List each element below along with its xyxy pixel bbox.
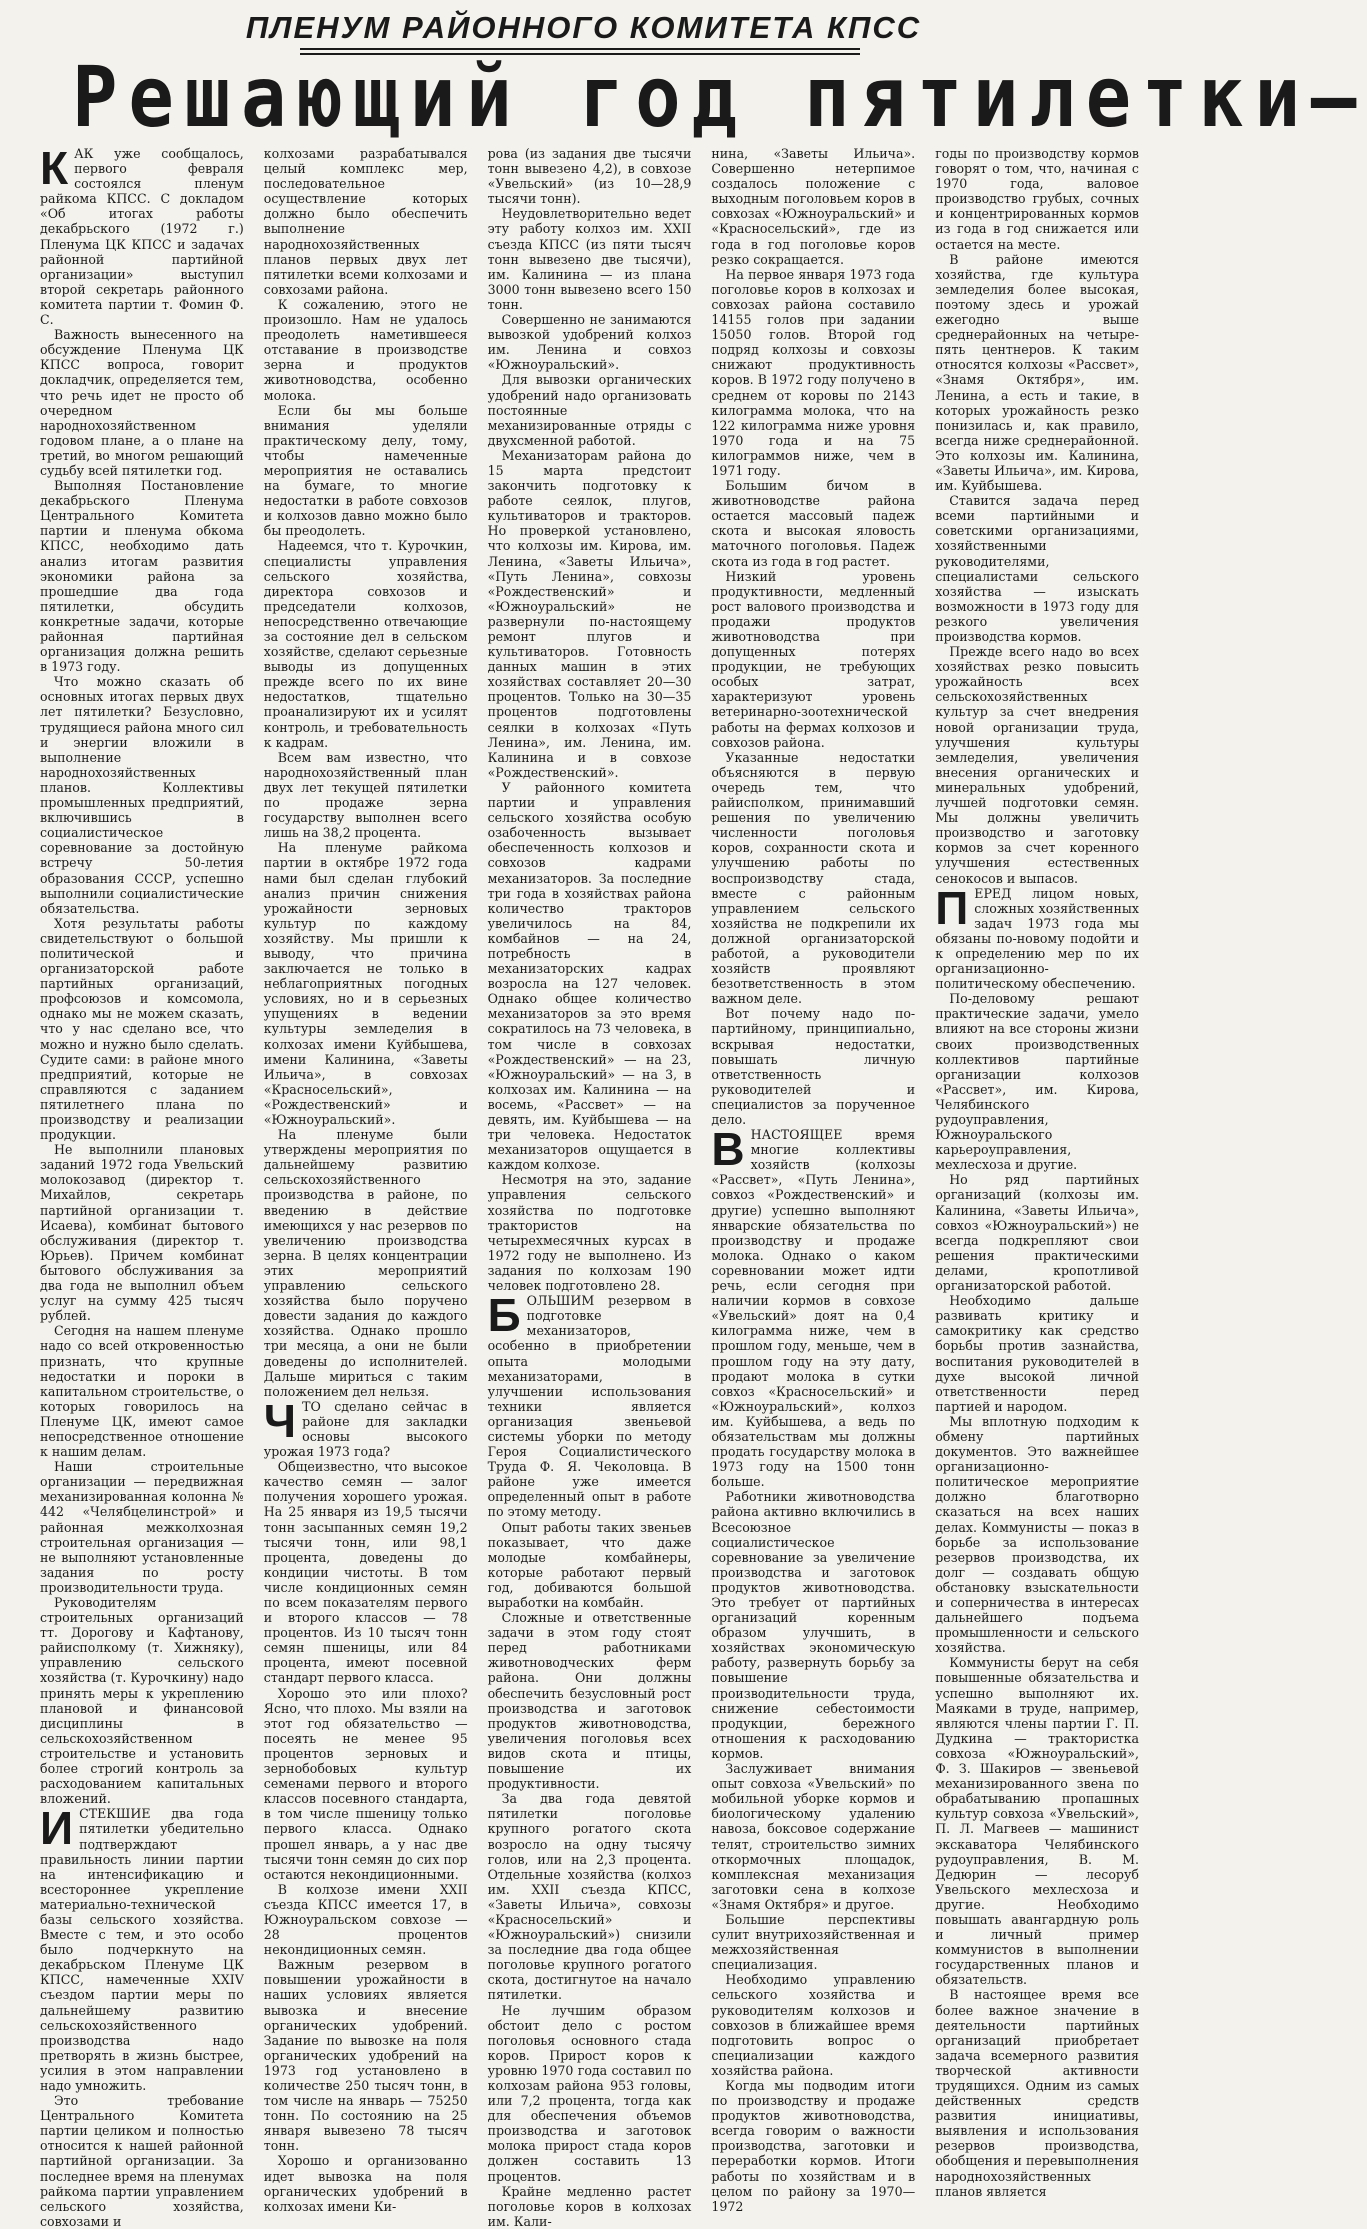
article-paragraph: На пленуме были утверждены мероприятия по дальнейшему развитию сельскохозяйственного производства в районе, по введению в действие имеющихся у нас резервов по увеличению производства зерна. В целях концентрации этих мероприятий управлению сельского хозяйства было поручено довести задания до каждого хозяйства. Однако прошло три месяца, а они не были доведены до исполнителей. Дальше мириться с таким положением дел нельзя. [263,1127,468,1399]
article-paragraph: Ставится задача перед всеми партийными и советскими организациями, хозяйственными руководителями, специалистами сельского хозяйства — изыскать возможности в 1973 году для резкого увеличения производства кормов. [935,493,1139,644]
headline-text: Решающий год пятилетки [72,48,1311,146]
article-paragraph: Важность вынесенного на обсуждение Пленума ЦК КПСС вопроса, говорит докладчик, определяется тем, что речь идет не просто об очередном народнохозяйственном годовом плане, а о плане на третий, во многом решающий судьбу всей пятилетки год. [40,327,244,478]
article-paragraph: Это требование Центрального Комитета партии целиком и полностью относится к нашей районной партийной организации. За последнее время на пленумах райкома партии управлением сельского хозяйства, совхозами и [40,2093,244,2229]
article-paragraph: Но ряд партийных организаций (колхозы им. Калинина, «Заветы Ильича», совхоз «Южноуральский») не всегда подкрепляют свои решения практическими делами, кропотливой организаторской работой. [935,1172,1139,1294]
article-paragraph: Что можно сказать об основных итогах первых двух лет пятилетки? Безусловно, трудящиеся района много сил и энергии вложили в выполнение народнохозяйственных планов. Коллективы промышленных предприятий, включившись в социалистическое соревнование за достойную встречу 50-летия образования СССР, успешно выполнили социалистические обязательства. [40,674,244,916]
article-paragraph: Хотя результаты работы свидетельствуют о большой политической и организаторской работе партийных организаций, профсоюзов и комсомола, однако мы не можем сказать, что у нас сделано все, что можно и нужно было сделать. Судите сами: в районе много предприятий, которые не справляются с заданием пятилетнего плана по производству и реализации продукции. [40,915,244,1143]
article-paragraph: Хорошо и организованно идет вывозка на поля органических удобрений в колхозах имени Ки- [263,2153,468,2214]
article-paragraph: Наши строительные организации — передвижная механизированная колонна № 442 «Челябцелинстрой» и районная межколхозная строительная организация — не выполняют установленные задания по росту производительности труда. [40,1459,244,1595]
headline: Решающий год пятилетки— [72,48,1367,146]
article-paragraph: В колхозе имени XXII съезда КПСС имеется 17, в Южноуральском совхозе — 28 процентов некондиционных семян. [263,1881,468,1958]
article-paragraph: БОЛЬШИМ резервом в подготовке механизаторов, особенно в приобретении опыта молодыми механизаторами, в улучшении использования техники является организация звеньевой системы уборки по методу Героя Социалистического Труда Ф. Я. Чеколовца. В районе уже имеется определенный опыт в работе по этому методу. [487,1289,692,1520]
column-2 [264,146,468,2229]
article-paragraph: Выполняя Постановление декабрьского Пленума Центрального Комитета партии и пленума обкома КПСС, необходимо дать анализ итогам развития экономики района за прошедшие два года пятилетки, обсудить конкретные задачи, которые районная партийная организация должна решить в 1973 году. [40,478,244,675]
article-paragraph: Всем вам известно, что народнохозяйственный план двух лет текущей пятилетки по продаже зерна государству выполнен всего лишь на 38,2 процента. [263,749,468,841]
article-paragraph: В настоящее время все более важное значение в деятельности партийных организаций приобретает задача всемерного развития творческой активности трудящихся. Одним из самых действенных средств развития инициативы, выявления и использования резервов производства, обобщения и перевыполнения народнохозяйственных планов является [935,1987,1139,2199]
article-paragraph: годы по производству кормов говорят о том, что, начиная с 1970 года, валовое производство грубых, сочных и концентрированных кормов из года в год снижается или остается на месте. [935,146,1139,252]
article-paragraph: Для вывозки органических удобрений надо организовать постоянные механизированные отряды с двухсменной работой. [487,372,692,448]
article-paragraph: нина, «Заветы Ильича». Совершенно нетерпимое создалось положение с выходным поголовьем коров в совхозах «Южноуральский» и «Красносельский», где из года в год поголовье коров резко сокращается. [711,146,916,267]
article-paragraph: ВНАСТОЯЩЕЕ время многие коллективы хозяйств (колхозы «Рассвет», «Путь Ленина», совхоз «Рождественский» и другие) успешно выполняют январские обязательства по производству и продаже молока. Однако о каком соревновании может идти речь, если сегодня при наличии кормов в совхозе «Увельский» доят на 0,4 килограмма ниже, чем в прошлом году, меньше, чем в прошлом году на эту дату, продают молока в сутки совхоз «Красносельский» и «Южноуральский», колхоз им. Куйбышева, а ведь по обязательствам мы должны продать государству молока в 1973 году на 1500 тонн больше. [711,1123,916,1490]
article-paragraph: Важным резервом в повышении урожайности в наших условиях является вывозка и внесение органических удобрений. Задание по вывозке на поля органических удобрений на 1973 год установлено в количестве 250 тысяч тонн, в том числе на январь — 75250 тонн. По состоянию на 25 января вывезено 78 тысяч тонн. [263,1957,468,2154]
article-paragraph: Надеемся, что т. Курочкин, специалисты управления сельского хозяйства, директора совхозов и председатели колхозов, непосредственно отвечающие за состояние дел в сельском хозяйстве, сделают серьезные выводы из допущенных прежде всего по их вине недостатков, тщательно проанализируют их и усилят контроль, и требовательность к кадрам. [263,538,468,750]
column-4 [711,146,915,2229]
article-paragraph: ЧТО сделано сейчас в районе для закладки основы высокого урожая 1973 года? [263,1394,468,1460]
article-paragraph: Если бы мы больше внимания уделяли практическому делу, тому, чтобы намеченные мероприятия не оставались на бумаге, то многие недостатки в работе совхозов и колхозов давно можно было бы преодолеть. [263,402,468,539]
article-paragraph: К сожалению, этого не произошло. Нам не удалось преодолеть наметившееся отставание в производстве зерна и продуктов животноводства, особенно молока. [263,296,468,403]
article-paragraph: Прежде всего надо во всех хозяйствах резко повысить урожайность всех сельскохозяйственных культур за счет внедрения новой организации труда, улучшения культуры земледелия, увеличения внесения органических и минеральных удобрений, лучшей подготовки семян. Мы должны увеличить производство и заготовку кормов за счет коренного улучшения естественных сенокосов и выпасов. [935,644,1139,886]
article-paragraph: Сегодня на нашем пленуме надо со всей откровенностью признать, что крупные недостатки и пороки в капитальном строительстве, о которых говорилось на Пленуме ЦК, имеют самое непосредственное отношение к нашим делам. [40,1323,244,1460]
article-paragraph: Указанные недостатки объясняются в первую очередь тем, что райисполком, принимавший решения по увеличению численности поголовья коров, сохранности скота и улучшению работы по воспроизводству стада, вместе с районным управлением сельского хозяйства не подкрепили их должной организаторской работой, а руководители хозяйств проявляют безответственность в этом важном деле. [711,749,916,1007]
article-paragraph: За два года девятой пятилетки поголовье крупного рогатого скота возросло на одну тысячу голов, или на 2,3 процента. Отдельные хозяйства (колхоз им. XXII съезда КПСС, «Заветы Ильича», совхозы «Красносельский» и «Южноуральский») снизили за последние два года общее поголовье крупного рогатого скота, достигнутое на начало пятилетки. [487,1791,692,2003]
column-1 [40,142,244,2229]
column-5 [935,146,1139,2229]
section-kicker: ПЛЕНУМ РАЙОННОГО КОМИТЕТА КПСС [245,10,922,45]
article-paragraph: Механизаторам района до 15 марта предстоит закончить подготовку к работе сеялок, плугов, культиваторов и тракторов. Но проверкой установлено, что колхозы им. Кирова, им. Ленина, «Заветы Ильича», «Путь Ленина», совхозы «Рождественский» и «Южноуральский» не развернули по-настоящему ремонт плугов и культиваторов. Готовность данных машин в этих хозяйствах составляет 20—30 процентов. Только на 30—35 процентов подготовлены сеялки в колхозах «Путь Ленина», им. Ленина, им. Калинина и в совхозе «Рождественский». [487,447,692,780]
article-paragraph: Заслуживает внимания опыт совхоза «Увельский» по мобильной уборке кормов и биологическому удалению навоза, боксовое содержание телят, строительство зимних откормочных площадок, комплексная механизация заготовки сена в колхозе «Знамя Октября» и другое. [711,1761,916,1912]
article-paragraph: Низкий уровень продуктивности, медленный рост валового производства и продажи продуктов животноводства при допущенных потерях продукции, не требующих особых затрат, характеризуют уровень ветеринарно-зоотехнической работы на фермах колхозов и совхозов района. [711,568,916,750]
article-paragraph: По-деловому решают практические задачи, умело влияют на все стороны жизни своих производственных коллективов партийные организации колхозов «Рассвет», им. Кирова, Челябинского рудоуправления, Южноуральского карьероуправления, мехлесхоза и другие. [935,991,1139,1173]
article-columns [40,142,1139,2229]
article-paragraph: Большим бичом в животноводстве района остается массовый падеж скота и высокая яловость маточного поголовья. Падеж скота из года в год растет. [711,478,916,569]
article-paragraph: Большие перспективы сулит внутрихозяйственная и межхозяйственная специализация. [711,1911,916,1973]
article-paragraph: Необходимо дальше развивать критику и самокритику как средство борьбы против зазнайства, воспитания руководителей в духе высокой личной ответственности перед партией и народом. [935,1293,1139,1414]
article-paragraph: Опыт работы таких звеньев показывает, что даже молодые комбайнеры, которые работают первый год, добиваются большой выработки на комбайн. [487,1519,692,1610]
article-paragraph: Не лучшим образом обстоит дело с ростом поголовья основного стада коров. Прирост коров к уровню 1970 года составил по колхозам района 953 головы, или 7,2 процента, тогда как для обеспечения объемов производства и заготовок молока прирост стада коров должен составить 13 процентов. [487,2002,692,2184]
article-paragraph: Неудовлетворительно ведет эту работу колхоз им. XXII съезда КПСС (из пяти тысяч тонн вывезено две тысячи), им. Калинина — из плана 3000 тонн вывезено всего 150 тонн. [487,206,692,312]
article-paragraph: В районе имеются хозяйства, где культура земледелия более высокая, поэтому здесь и урожай ежегодно выше среднерайонных на четыре-пять центнеров. К таким относятся колхозы «Рассвет», «Знамя Октября», им. Ленина, а есть и такие, в которых урожайность резко понизилась и, как правило, всегда ниже среднерайонной. Это колхозы им. Калинина, «Заветы Ильича», им. Кирова, им. Куйбышева. [935,251,1139,494]
article-paragraph: Крайне медленно растет поголовье коров в колхозах им. Кали- [487,2183,692,2229]
article-paragraph: Коммунисты берут на себя повышенные обязательства и успешно выполняют их. Маяками в труде, например, являются члены партии Г. П. Дудкина — трактористка совхоза «Южноуральский», Ф. З. Шакиров — звеньевой механизированного звена по обрабатыванию пропашных культур совхоза «Увельский», П. Л. Магвеев — машинист экскаватора Челябинского рудоуправления, В. М. Дедюрин — лесоруб Увельского мехлесхоза и другие. Необходимо повышать авангардную роль и личный пример коммунистов в выполнении государственных планов и обязательств. [935,1655,1139,1988]
article-paragraph: Мы вплотную подходим к обмену партийных документов. Это важнейшее организационно-политическое мероприятие должно благотворно сказаться на всех наших делах. Коммунисты — показ в борьбе за использование резервов производства, их долг — создавать общую обстановку взыскательности и соперничества в интересах дальнейшего подъема промышленности и сельского хозяйства. [935,1413,1139,1656]
article-paragraph: Хорошо это или плохо? Ясно, что плохо. Мы взяли на этот год обязательство — посеять не менее 95 процентов зерновых и зернобобовых культур семенами первого и второго классов посевного стандарта, в том числе пшеницу только первого класса. Однако прошел январь, а у нас две тысячи тонн семян до сих пор остаются некондиционными. [263,1685,468,1882]
article-paragraph: Общеизвестно, что высокое качество семян — залог получения хорошего урожая. На 25 января из 19,5 тысячи тонн засыпанных семян 19,2 тысячи тонн, или 98,1 процента, доведены до кондиции чистоты. В том числе кондиционных семян по всем показателям первого и второго классов — 78 процентов. Из 10 тысяч тонн семян пшеницы, или 84 процента, имеют посевной стандарт первого класса. [263,1459,468,1686]
column-3 [488,146,692,2229]
article-paragraph: Несмотря на это, задание управления сельского хозяйства по подготовке трактористов на четырехмесячных курсах в 1972 году не выполнено. Из задания по колхозам 190 человек подготовлено 28. [487,1172,692,1294]
article-paragraph: Не выполнили плановых заданий 1972 года Увельский молокозавод (директор т. Михайлов, секретарь партийной организации т. Исаева), комбинат бытового обслуживания (директор т. Юрьев). Причем комбинат бытового обслуживания за два года не выполнил объем услуг на сумму 425 тысяч рублей. [40,1142,244,1324]
article-paragraph: КАК уже сообщалось, первого февраля состоялся пленум райкома КПСС. С докладом «Об итогах работы декабрьского (1972 г.) Пленума ЦК КПСС и задачах районной партийной организации» выступил второй секретарь районного комитета партии т. Фомин Ф. С. [40,142,244,328]
article-paragraph: На первое января 1973 года поголовье коров в колхозах и совхозах района составило 14155 голов при задании 15050 голов. Второй год подряд колхозы и совхозы снижают продуктивность коров. В 1972 году получено в среднем от коровы по 2143 килограмма молока, что на 122 килограмма ниже уровня 1970 года и на 75 килограммов ниже, чем в 1971 году. [711,266,916,478]
article-paragraph: Необходимо управлению сельского хозяйства и руководителям колхозов и совхозов в ближайшее время подготовить вопрос о специализации каждого хозяйства района. [711,1972,916,2078]
article-paragraph: Работники животноводства района активно включились в Всесоюзное социалистическое соревнование за увеличение производства и заготовок продуктов животноводства. Это требует от партийных организаций коренным образом улучшить, в хозяйствах экономическую работу, развернуть борьбу за повышение производительности труда, снижение себестоимости продукции, бережного отношения к расходованию кормов. [711,1489,916,1761]
article-paragraph: У районного комитета партии и управления сельского хозяйства особую озабоченность вызывает обеспеченность колхозов и совхозов кадрами механизаторов. За последние три года в хозяйствах района количество тракторов увеличилось на 84, комбайнов — на 24, потребность в механизаторских кадрах возросла на 127 человек. Однако общее количество механизаторов за это время сократилось на 73 человека, в том числе в совхозах «Рождественский» — на 23, «Южноуральский» — на 3, в колхозах им. Калинина — на восемь, «Рассвет» — на девять, им. Куйбышева — на три человека. Недостаток механизаторов ощущается в каждом колхозе. [487,779,692,1173]
article-paragraph: ПЕРЕД лицом новых, сложных хозяйственных задач 1973 года мы обязаны по-новому подойти и к определению мер по их организационно-политическому обеспечению. [935,881,1139,992]
article-paragraph: Совершенно не занимаются вывозкой удобрений колхоз им. Ленина и совхоз «Южноуральский». [487,312,692,373]
article-paragraph: ИСТЕКШИЕ два года пятилетки убедительно подтверждают правильность линии партии на интенсификацию и всестороннее укрепление материально-технической базы сельского хозяйства. Вместе с тем, и это особо было подчеркнуто на декабрьском Пленуме ЦК КПСС, намеченные XXIV съездом партии меры по дальнейшему развитию сельскохозяйственного производства надо претворять в жизнь быстрее, усилия в этом направлении надо умножить. [40,1802,244,2093]
article-paragraph: Руководителям строительных организаций тт. Дорогову и Кафтанову, райисполкому (т. Хижняку), управлению сельского хозяйства (т. Курочкину) надо принять меры к укреплению плановой и финансовой дисциплины в сельскохозяйственном строительстве и установить более строгий контроль за расходованием капитальных вложений. [40,1595,244,1807]
article-paragraph: Когда мы подводим итоги по производству и продаже продуктов животноводства, всегда говорим о важности производства, заготовки и переработки кормов. Итоги работы по хозяйствам и в целом по району за 1970—1972 [711,2078,916,2214]
article-paragraph: Сложные и ответственные задачи в этом году стоят перед работниками животноводческих ферм района. Они должны обеспечить безусловный рост производства и заготовок продуктов животноводства, увеличения поголовья всех видов скота и птицы, повышение их продуктивности. [487,1610,692,1792]
article-paragraph: рова (из задания две тысячи тонн вывезено 4,2), в совхозе «Увельский» (из 10—28,9 тысячи тонн). [487,146,692,207]
article-paragraph: колхозами разрабатывался целый комплекс мер, последовательное осуществление которых должно было обеспечить выполнение народнохозяйственных планов первых двух лет пятилетки всеми колхозами и совхозами района. [263,146,468,297]
article-paragraph: Вот почему надо по-партийному, принципиально, вскрывая недостатки, повышать личную ответственность руководителей и специалистов за порученное дело. [711,1006,916,1127]
article-paragraph: На пленуме райкома партии в октябре 1972 года нами был сделан глубокий анализ причин снижения урожайности зерновых культур по каждому хозяйству. Мы пришли к выводу, что причина заключается не только в неблагоприятных погодных условиях, но и в серьезных упущениях в ведении культуры земледелия в колхозах имени Куйбышева, имени Калинина, «Заветы Ильича», в совхозах «Красносельский», «Рождественский» и «Южноуральский». [263,840,468,1127]
